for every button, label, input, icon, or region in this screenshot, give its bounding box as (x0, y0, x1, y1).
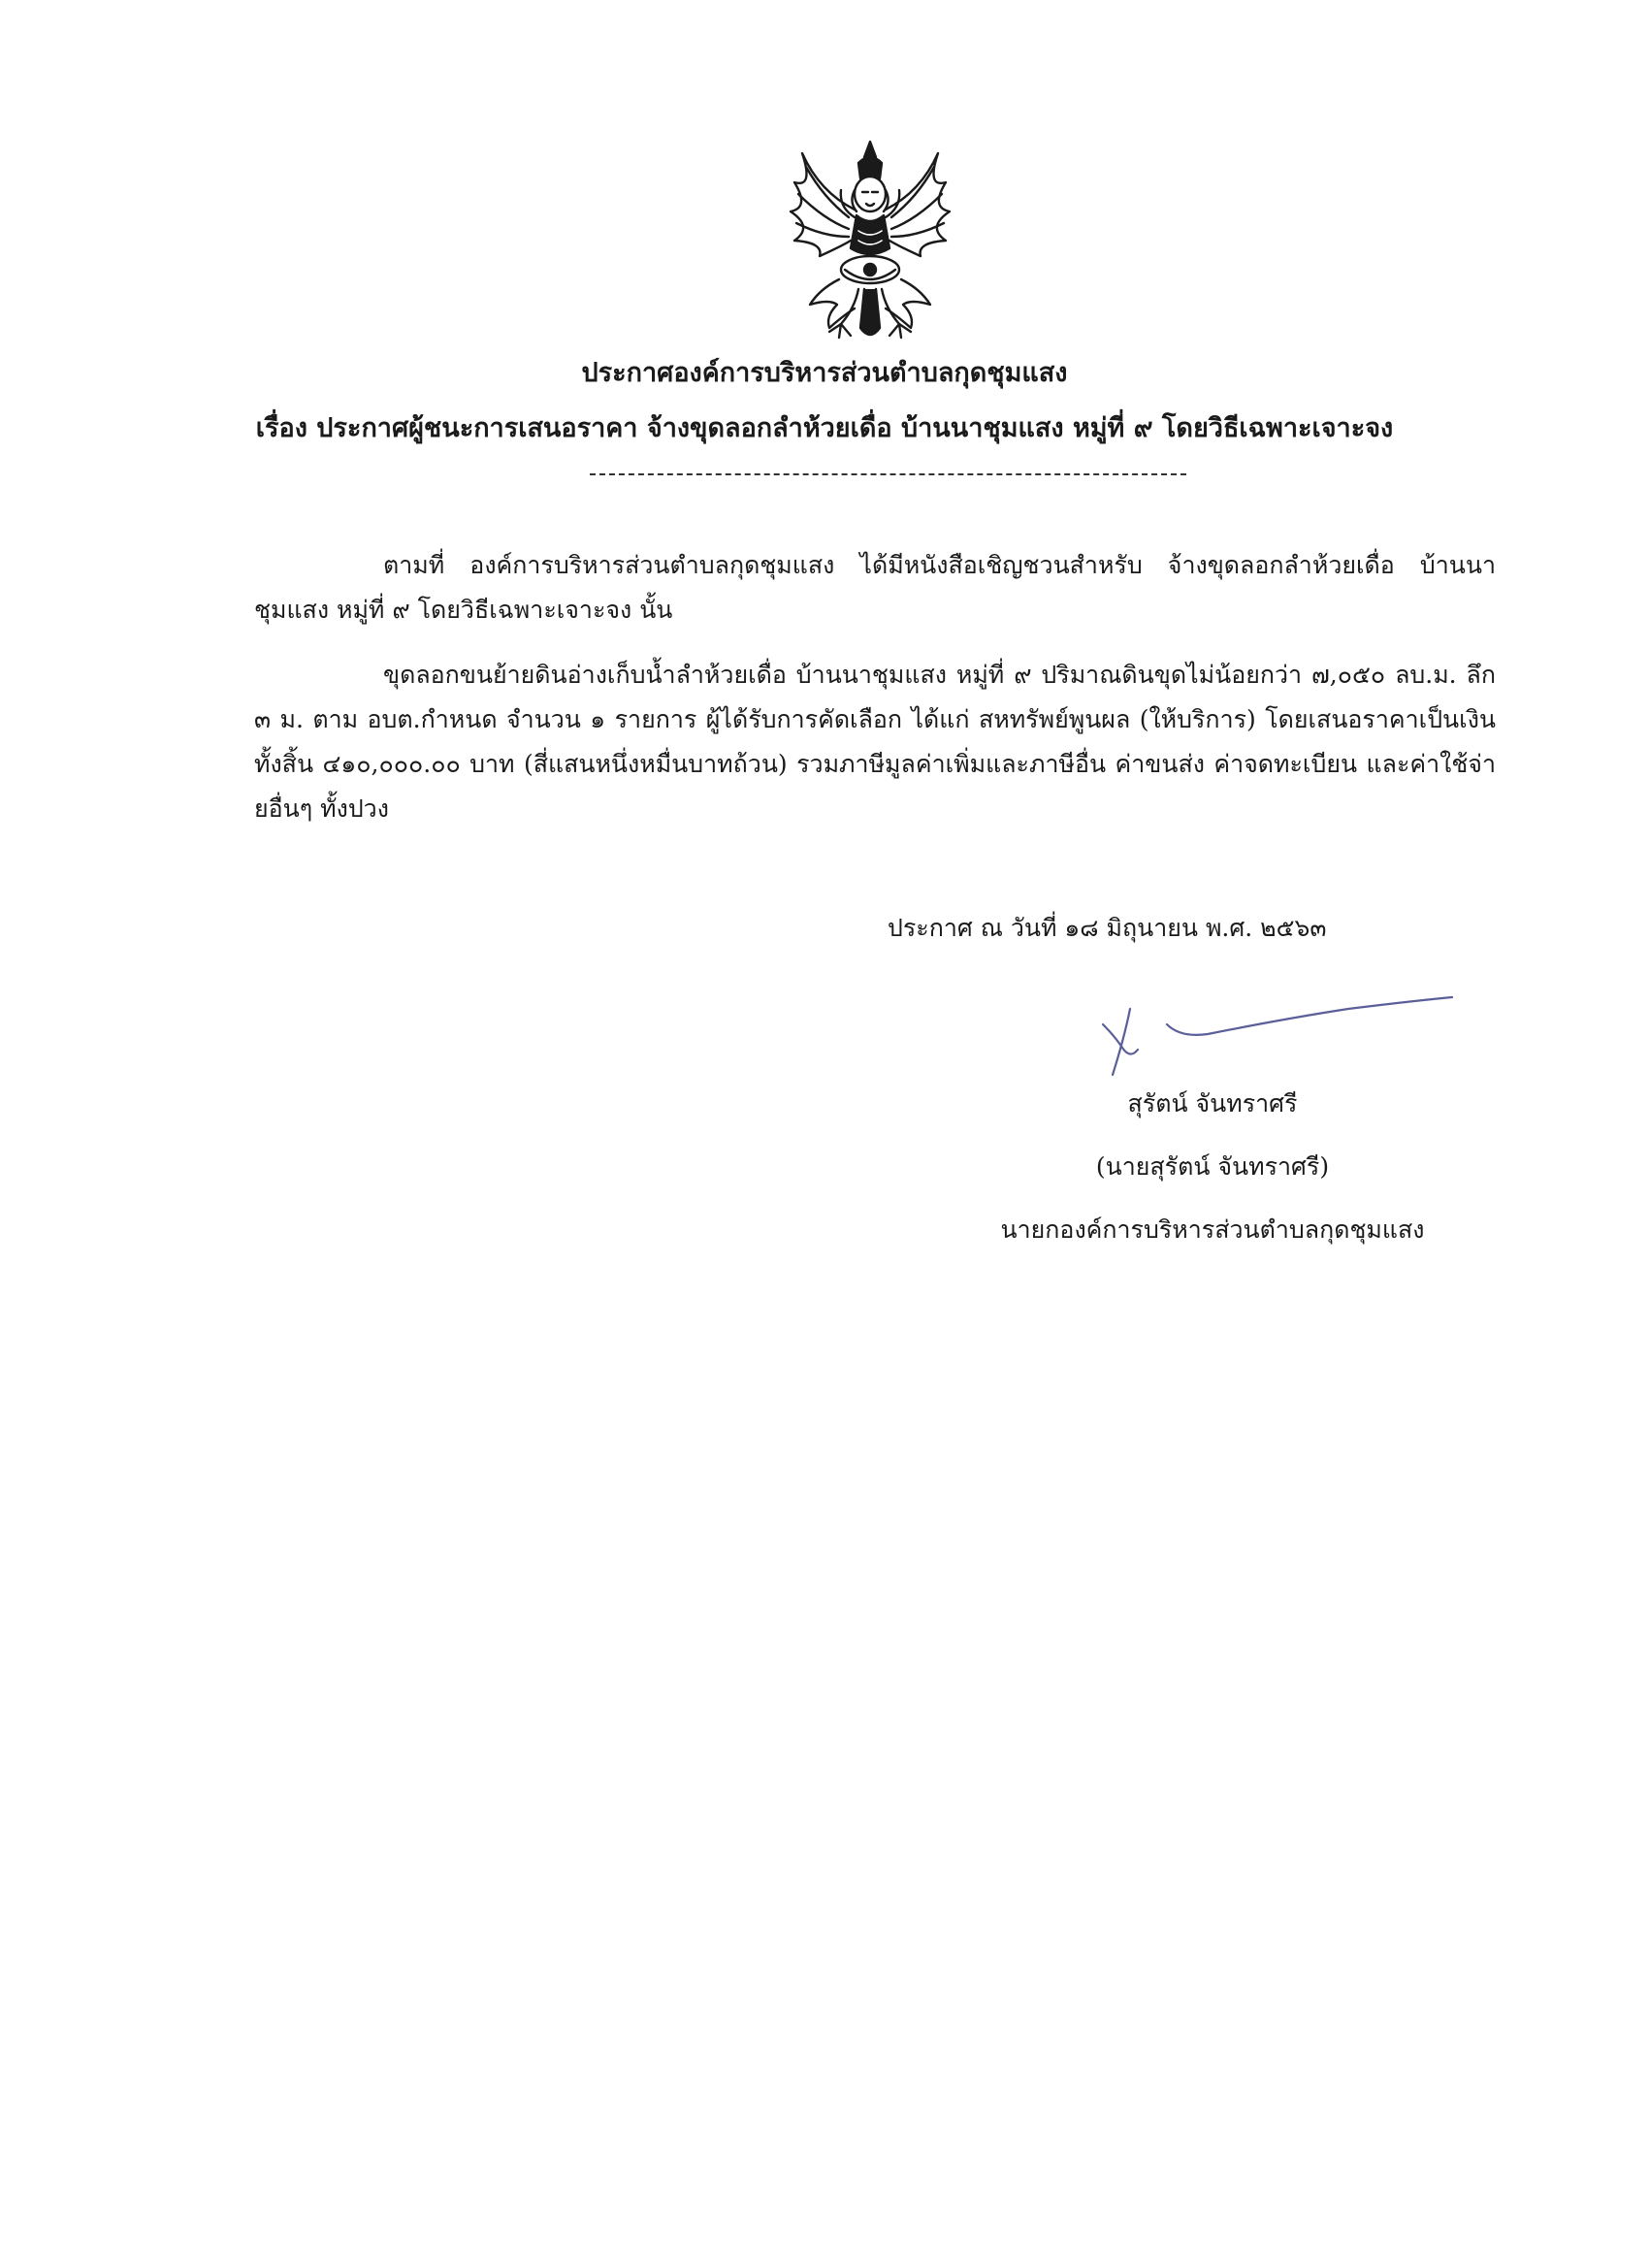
signatory-full-name: (นายสุรัตน์ จันทราศรี) (1095, 1152, 1330, 1181)
signatory-position: นายกองค์การบริหารส่วนตำบลกุดชุมแสง (1000, 1215, 1425, 1244)
document-title: ประกาศองค์การบริหารส่วนตำบลกุดชุมแสง (581, 358, 1068, 388)
body-paragraph-2: ขุดลอกขนย้ายดินอ่างเก็บน้ำลำห้วยเดื่อ บ้านนาชุมแสง หมู่ที่ ๙ ปริมาณดินขุดไม่น้อยกว่า ๗,๐๕๐ ลบ.ม. ลึก ๓ ม. ตาม อบต.กำหนด จำนวน ๑ รายการ ผู้ได้รับการคัดเลือก ได้แก่ สหทรัพย์พูนผล (ให้บริการ) โดยเสนอราคาเป็นเงินทั้งสิ้น ๔๑๐,๐๐๐.๐๐ บาท (สี่แสนหนึ่งหมื่นบาทถ้วน) รวมภาษีมูลค่าเพิ่มและภาษีอื่น ค่าขนส่ง ค่าจดทะเบียน และค่าใช้จ่ายอื่นๆ ทั้งปวง (254, 661, 1496, 823)
handwritten-signature (1091, 980, 1465, 1086)
signatory-signed-name: สุรัตน์ จันทราศรี (1127, 1089, 1298, 1118)
body-paragraph-1: ตามที่ องค์การบริหารส่วนตำบลกุดชุมแสง ได้มีหนังสือเชิญชวนสำหรับ จ้างขุดลอกลำห้วยเดื่อ บ้านนาชุมแสง หมู่ที่ ๙ โดยวิธีเฉพาะเจาะจง นั้น (254, 551, 1496, 624)
announce-date: ประกาศ ณ วันที่ ๑๘ มิถุนายน พ.ศ. ๒๕๖๓ (888, 914, 1327, 942)
document-subject: เรื่อง ประกาศผู้ชนะการเสนอราคา จ้างขุดลอกลำห้วยเดื่อ บ้านนาชุมแสง หมู่ที่ ๙ โดยวิธีเฉพาะเจาะจง (255, 413, 1394, 443)
title-divider (590, 473, 1186, 475)
garuda-emblem-icon (781, 134, 960, 352)
